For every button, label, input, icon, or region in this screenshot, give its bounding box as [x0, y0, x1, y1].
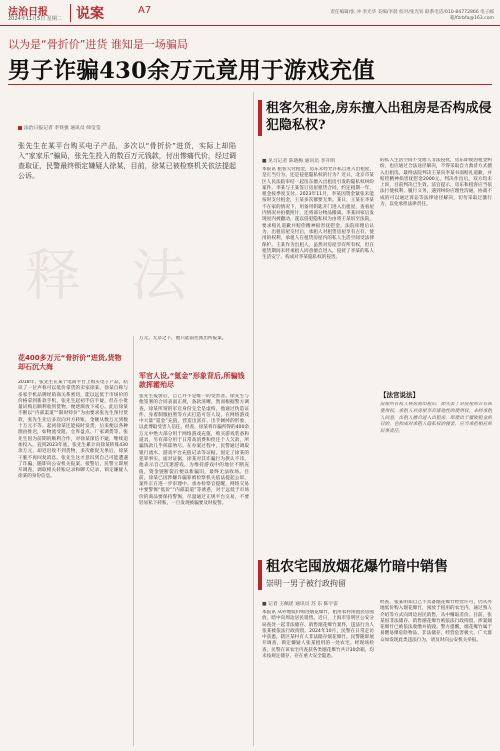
publication-name: 法治日报 — [8, 7, 48, 18]
story2-column-1: 本报讯 租客欠付租金，房东未经允许私自进入出租屋，是正当行为，还是侵犯隐私权的行为？近日，北京市某区人民法院审结一起房东擅入出租房引发的隐私权纠纷案件。李某与王某签订房屋租赁合同，约定租期一年，租金按季度支付。2023年11月，李某因资金紧张未能按时支付租金，王某多次催要无果。某日，王某在李某不在家的情况下，用备用钥匙开门进入出租屋，查看屋内情况并拍摄照片，还将部分物品搬离。李某回家后发现屋内被翻动，遂以侵犯隐私权为由将王某诉至法院，要求赔礼道歉并赔偿精神损害抚慰金。法院审理后认为，出租房屋交付后，承租人对租赁房屋享有占有、使用的权利，承租人在租赁房屋内的私人生活空间受法律保护。王某作为出租人，虽然对房屋享有所有权，但在租赁期间未经承租人同意擅自进入，侵扰了李某的私人生活安宁，构成对李某隐私权的侵害。 — [262, 167, 374, 261]
story2-byline: ■ 见习记者 陈晓梅 通讯员 李开明 — [262, 159, 335, 164]
main-column-1: 2018年，张先生在某个电商平台上购买电子产品，结识了一位声称可以低价拿货的卖家徐某。徐某自称与多家手机品牌经销商关系密切，能以远低于市场价的价格拿到新款手机，张先生起初半信半疑，但在小批量试购后顺利收到货物，便逐渐放下戒心。此后徐某不断以“内部渠道”“限时特价”为由要求张先生预付货款，张先生先后多次向对方转账，金额从数万元到数十万元不等。起初徐某还能按时发货，后来便以各种理由推迟，如物流受阻、仓库盘点、厂家调货等。张先生因为前期的顺利合作，对徐某深信不疑，继续追加投入。直到2023年底，张先生累计向徐某转账430余万元，却迟迟收不到货物，多次催促无果后，徐某干脆不再回复消息。张先生这才意识到自己可能遭遇了诈骗，随即向公安机关报案。接警后，民警立即展开调查，调取相关转账记录和聊天记录，锁定嫌疑人徐某的身份信息。 — [18, 380, 128, 480]
story3-column-2: 经查，张某明知自己不具备烟花爆竹经营许可，仍从外地低价购入烟花爆竹，囤放于租用的农宅内，通过熟人介绍等方式向周边居民销售，从中赚取差价。目前，张某因非法储存、销售烟花爆竹被依法行政拘留，涉案烟花爆竹已被依法收缴并销毁。警方提醒，烟花爆竹属于易燃易爆危险物品，非法储存、经营危害极大，广大群众如发现此类违法行为，请及时向公安机关举报。 — [380, 600, 492, 643]
main-column-2-top: 万元。无奈之下，他只能前往派出所报案。 — [139, 336, 227, 341]
main-headline: 男子诈骗430余万元竟用于游戏充值 — [8, 58, 376, 84]
subhead-1: 花400多万元“骨折价”进货,货物却石沉大海 — [18, 354, 122, 371]
judge-comment-text: 房屋所有权人将房屋出租后，即失去了对房屋的占有和使用权，承租人对房屋享有排他性的使用权。未经承租人同意，出租人擅自进入出租房，即使出于催收租金的目的，也构成对承租人隐私权的侵害，应当承担相应的民事责任。 — [380, 402, 492, 435]
main-kicker: 以为是“骨折价”进货 谁知是一场骗局 — [8, 38, 188, 51]
story3-subheadline: 崇明一男子被行政拘留 — [266, 579, 346, 588]
main-column-2: 张先生报警后，自己并不是唯一的受害者。徐先生与他签署的合同表面正规，条款清晰，然而根据警方调查，徐某所谓的军官身份完全是虚构，他通过伪造证件、身着制服拍照等方式打造可信人设，在网络游戏中大量“氪金”充值，营造出富有、出手阔绰的形象，以此博取受害人信任。经查，徐某将诈骗所得的400余万元中绝大部分用于网络游戏充值，购买游戏装备和道具，另有部分用于日常高消费和偿还个人欠款，所骗钱款几乎挥霍殆尽。在办案过程中，民警通过调取银行流水、游戏平台充值记录等证据，固定了徐某的犯罪事实。面对证据，徐某对其诈骗行为供认不讳，他表示自己沉迷游戏，为维持游戏中的地位不断充值，资金链断裂后便以新骗旧，最终无法收场。目前，徐某已因涉嫌诈骗罪被检察机关依法提起公诉，案件正在进一步审理中。承办检察官提醒，网络交易中要警惕“低价”“内部渠道”等诱惑，对于远低于市场价的商品要保持警惕，尽量通过正规平台交易，不要轻易私下转账，一旦发现被骗要及时报警。 — [139, 394, 249, 507]
publication-date: 2024年11月5日 星期二 — [8, 16, 62, 22]
story2-headline: 租客欠租金,房东擅入出租房是否构成侵犯隐私权? — [266, 101, 492, 133]
main-right-divider — [253, 92, 254, 746]
section-watermark: 释 法 — [25, 244, 203, 309]
subhead-2: 军官人设,“氪金”形象背后,所骗钱款挥霍殆尽 — [139, 372, 245, 389]
main-lead: 张先生在某平台购买电子产品，多次以“骨折价”进货，实际上却陷入“家家乐”骗局，张先生投入的数百万元钱款，付出惨痛代价，经过调查取证，民警最终锁定嫌疑人徐某，目前，徐某已被检察机关依法提起公诉。 — [18, 142, 236, 180]
byline-square-icon — [18, 126, 22, 130]
judge-comment-heading: 【法官说法】 — [380, 391, 419, 399]
story3-column-1: 本报讯 从外地低价购进烟花爆竹，租用农村闲置民房囤放，暗中向周边居民销售。近日，上海市崇明区公安分局查处一起非法储存、销售烟花爆竹案件，违法行为人张某被依法行政拘留。2024年10月，民警在日常走访中获悉，辖区某村有人非法储存烟花爆竹。民警随即展开调查，锁定嫌疑人张某租用的一处农宅。经现场检查，民警在该农宅内查获各类烟花爆竹共计30余箱，均未按规定储存，存在重大安全隐患。 — [262, 610, 374, 660]
editor-credits: 责任编辑/张 冲 李光华 美编/李晨 校对/张光钊 联系电话/010-84772866 电子邮箱/fzrbfa@163.com — [330, 10, 494, 21]
page-code: A7 — [138, 5, 152, 16]
section-title: 说案 — [76, 6, 104, 22]
story3-accent-bar — [258, 560, 262, 590]
column-divider — [133, 336, 134, 746]
main-byline: 法治日报记者 李铁强 通讯员 师莹莹 — [18, 124, 101, 131]
story2-column-2: 的私人生活空间不受他人非法侵扰，房东即使因租金纠纷，也应通过合法途径解决，不得采取自力救济方式擅入出租房。最终法院判决王某向李某书面赔礼道歉，并赔偿精神损害抚慰金2000元。判决作出后，双方均未上诉，目前判决已生效。法官提示，房东和租客应当依法行使权利、履行义务，遇到纠纷应理性沟通，协商不成的可以通过诉讼等法律途径解决，切勿采取过激行为，以免承担法律责任。 — [380, 158, 492, 208]
masthead-divider — [70, 4, 71, 22]
story3-byline: ■ 记者 王佩瑶 通讯员 苏 东 陈宇雷 — [262, 602, 339, 607]
story3-headline: 租农宅囤放烟花爆竹暗中销售 — [266, 559, 448, 575]
story2-accent-bar — [258, 100, 262, 136]
headline-rule — [8, 84, 492, 85]
